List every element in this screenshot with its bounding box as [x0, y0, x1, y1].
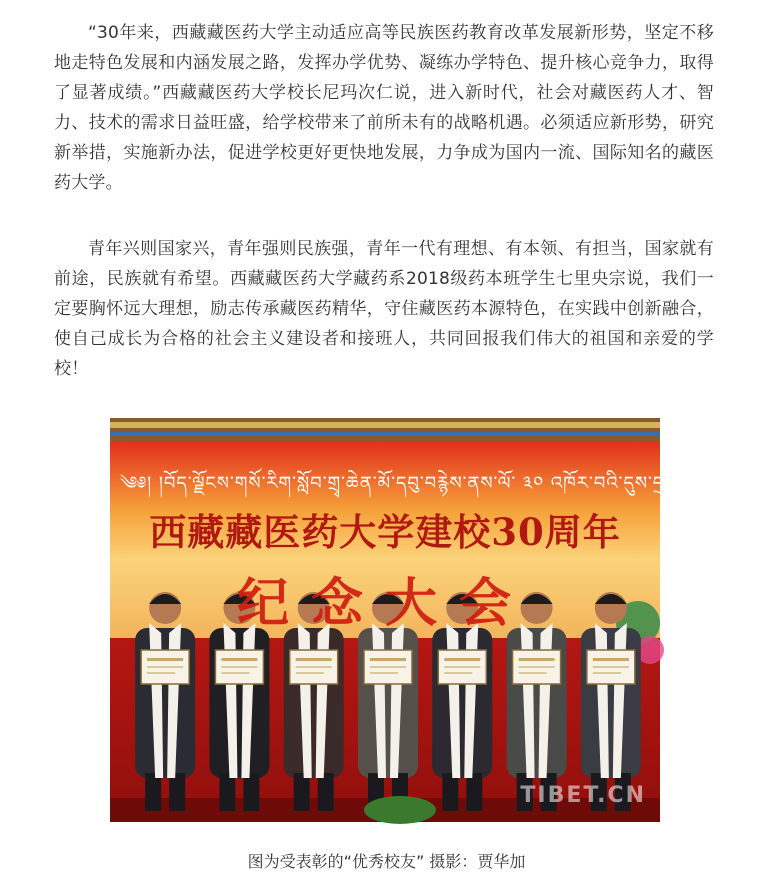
flower-plant [364, 796, 436, 824]
banner-tibetan-text: ༄༅། །བོད་ལྗོངས་གསོ་རིག་སློབ་གྲྭ་ཆེན་མོ་དབུ་བརྙེས་ནས་ལོ་ ༣༠ འཁོར་བའི་དུས་དྲན་ཚོགས་ཆེན། [120, 473, 760, 494]
event-photo [110, 418, 760, 822]
banner-subtitle: 纪念大会 [236, 573, 533, 634]
article-paragraph-2: 青年兴则国家兴，青年强则民族强，青年一代有理想、有本领、有担当，国家就有前途，民族就有希望。西藏藏医药大学藏药系2018级药本班学生七里央宗说，我们一定要胸怀远大理想，励志传承藏医药精华，守住藏医药本源特色，在实践中创新融合，使自己成长为合格的社会主义建设者和接班人，共同回报我们伟大的祖国和亲爱的学校！ [54, 239, 714, 379]
article-paragraph-1: “30年来，西藏藏医药大学主动适应高等民族医药教育改革发展新形势，坚定不移地走特色发展和内涵发展之路，发挥办学优势、凝练办学特色、提升核心竞争力，取得了显著成绩。”西藏藏医药大学校长尼玛次仁说，进入新时代，社会对藏医药人才、智力、技术的需求日益旺盛，给学校带来了前所未有的战略机遇。必须适应新形势，研究新举措，实施新办法，促进学校更好更快地发展，力争成为国内一流、国际知名的藏医药大学。 [54, 23, 714, 193]
banner-title: 西藏藏医药大学建校30周年 [149, 510, 621, 554]
watermark: TIBET.CN [520, 783, 646, 808]
top-decoration [110, 418, 660, 442]
photo-caption: 图为受表彰的“优秀校友” 摄影：贾华加 [247, 852, 526, 871]
